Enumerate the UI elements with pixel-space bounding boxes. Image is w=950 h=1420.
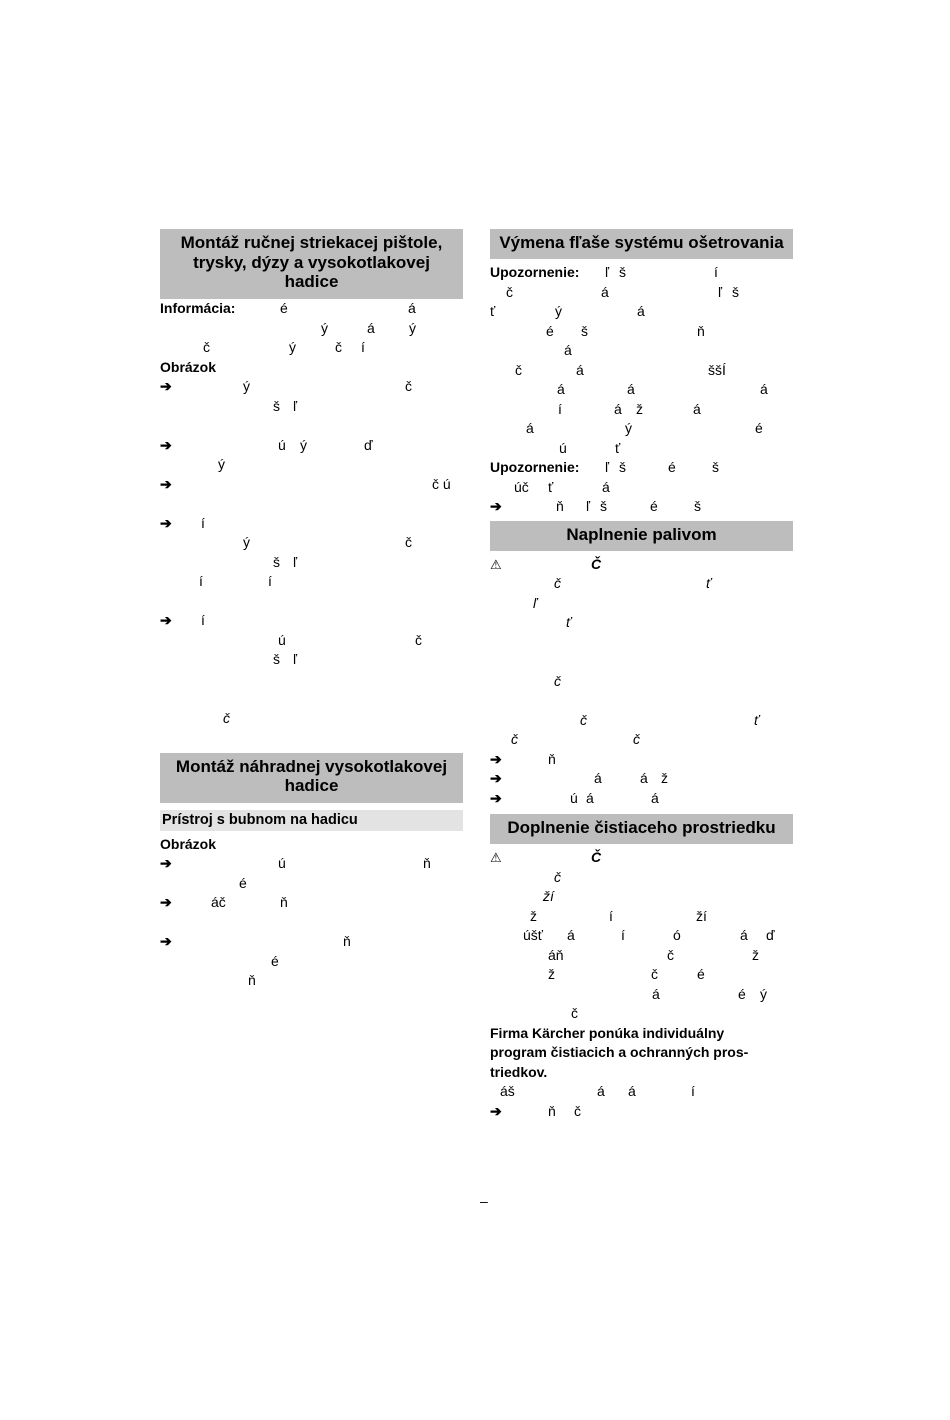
text-line: [160, 533, 463, 553]
text-line: [490, 380, 793, 400]
text-line: [490, 730, 793, 750]
text-fragment: š: [273, 553, 280, 570]
arrow-icon: ➔: [490, 750, 502, 767]
text-line: [490, 985, 793, 1005]
arrow-icon: ➔: [160, 475, 172, 492]
text-fragment: Č: [591, 849, 602, 865]
text-fragment: š: [712, 459, 719, 475]
text-fragment: ššÍ: [708, 361, 726, 378]
text-fragment: ň: [343, 933, 351, 949]
text-fragment: ó: [673, 927, 681, 943]
subsection-heading: Prístroj s bubnom na hadicu: [160, 810, 463, 831]
text-fragment: á: [637, 303, 645, 319]
text-fragment: č ú: [432, 475, 451, 492]
text-fragment: ň: [697, 322, 705, 339]
step-line: [160, 854, 463, 874]
text-fragment: č: [633, 731, 640, 747]
text-fragment: á: [576, 361, 584, 378]
text-fragment: í: [691, 1083, 695, 1099]
text-fragment: č: [651, 966, 658, 982]
section-heading-care-bottle: Výmena fľaše systému ošetrovania: [490, 229, 793, 259]
step-line: [160, 514, 463, 534]
step-line: [160, 475, 463, 495]
text-fragment: š: [273, 397, 280, 414]
text-line: [160, 572, 463, 592]
text-fragment: ľ: [293, 553, 298, 570]
arrow-icon: ➔: [160, 436, 172, 453]
text-fragment: č: [415, 631, 422, 648]
text-line: [160, 650, 463, 670]
text-fragment: š: [619, 264, 626, 280]
step-line: [490, 1102, 793, 1122]
text-fragment: ľ: [293, 651, 298, 667]
text-line: [490, 263, 793, 283]
text-fragment: ý: [625, 420, 632, 436]
text-fragment: č: [667, 946, 674, 963]
text-fragment: áč: [211, 894, 226, 910]
firma-text-3: triedkov.: [490, 1063, 548, 1080]
text-line: [490, 361, 793, 381]
text-fragment: í: [558, 400, 562, 417]
text-line: [490, 711, 793, 731]
text-fragment: é: [738, 985, 746, 1002]
arrow-icon: ➔: [160, 894, 172, 910]
step-line: [490, 789, 793, 809]
left-column: [160, 229, 463, 991]
text-line: [490, 594, 793, 614]
text-fragment: áš: [500, 1083, 515, 1099]
text-line: [490, 478, 793, 498]
warning-icon: ⚠: [490, 850, 502, 865]
text-fragment: ý: [243, 534, 250, 550]
text-fragment: ľ: [605, 459, 610, 475]
step-line: [160, 932, 463, 952]
text-fragment: ň: [556, 498, 564, 514]
text-fragment: ť: [615, 439, 621, 456]
text-fragment: ť: [754, 711, 759, 728]
text-fragment: í: [609, 907, 613, 924]
note-label: Upozornenie:: [490, 264, 580, 280]
text-line: [160, 358, 463, 378]
text-fragment: č: [405, 378, 412, 394]
arrow-icon: ➔: [160, 514, 172, 531]
text-fragment: é: [697, 966, 705, 982]
firma-text-2: program čistiacich a ochranných pros-: [490, 1044, 749, 1060]
text-fragment: á: [740, 927, 748, 943]
text-fragment: ý: [555, 303, 562, 319]
text-fragment: é: [239, 874, 247, 891]
text-fragment: á: [760, 381, 768, 397]
text-fragment: á: [640, 770, 648, 786]
text-fragment: í: [199, 573, 203, 589]
text-fragment: ý: [289, 339, 296, 355]
arrow-icon: ➔: [490, 770, 502, 786]
text-line: [490, 946, 793, 966]
text-fragment: ň: [548, 1102, 556, 1119]
text-line: [490, 322, 793, 342]
text-fragment: ý: [321, 319, 328, 336]
text-fragment: á: [597, 1083, 605, 1099]
text-fragment: ý: [409, 319, 416, 336]
warning-line: [490, 848, 793, 868]
text-fragment: í: [201, 612, 205, 628]
text-fragment: ľ: [605, 264, 610, 280]
text-fragment: ú: [559, 439, 567, 456]
warning-line: [490, 555, 793, 575]
text-fragment: č: [571, 1005, 578, 1021]
text-fragment: á: [526, 420, 534, 436]
text-fragment: ž: [752, 946, 759, 963]
text-fragment: á: [408, 300, 416, 316]
text-line: [490, 907, 793, 927]
text-fragment: á: [614, 400, 622, 417]
text-fragment: á: [602, 478, 610, 495]
arrow-icon: ➔: [160, 378, 172, 394]
text-fragment: č: [554, 672, 561, 689]
text-fragment: č: [554, 868, 561, 885]
step-line: [160, 377, 463, 397]
figure-label: Obrázok: [160, 835, 217, 852]
text-fragment: ý: [760, 985, 767, 1002]
step-line: [490, 750, 793, 770]
text-fragment: á: [628, 1083, 636, 1099]
text-line: [160, 319, 463, 339]
text-fragment: ň: [280, 894, 288, 910]
text-fragment: š: [581, 322, 588, 339]
text-fragment: š: [600, 498, 607, 514]
step-line: [160, 436, 463, 456]
text-fragment: é: [755, 420, 763, 436]
text-line: [490, 574, 793, 594]
text-fragment: í: [201, 514, 205, 531]
text-fragment: á: [586, 789, 594, 806]
text-line: [160, 971, 463, 991]
text-fragment: é: [650, 498, 658, 514]
text-fragment: á: [693, 400, 701, 417]
step-line: [160, 893, 463, 913]
page-number: –: [480, 1193, 488, 1209]
warning-icon: ⚠: [490, 556, 502, 572]
text-line: [160, 338, 463, 358]
text-line: [490, 887, 793, 907]
text-fragment: ň: [548, 750, 556, 767]
text-fragment: č: [203, 339, 210, 355]
text-fragment: ú: [278, 631, 286, 648]
step-line: [490, 497, 793, 517]
text-fragment: č: [580, 711, 587, 728]
text-line: [490, 926, 793, 946]
text-line: [490, 302, 793, 322]
text-fragment: č: [335, 339, 342, 355]
text-fragment: ž: [661, 770, 668, 786]
text-fragment: č: [506, 283, 513, 300]
text-fragment: á: [627, 381, 635, 397]
text-line: [490, 672, 793, 692]
text-line: [490, 439, 793, 459]
arrow-icon: ➔: [490, 1102, 502, 1119]
text-line: [490, 1024, 793, 1044]
text-fragment: ť: [490, 303, 496, 319]
text-line: [490, 341, 793, 361]
text-fragment: ď: [364, 436, 373, 453]
text-fragment: ú: [278, 855, 286, 871]
text-fragment: š: [732, 283, 739, 300]
text-fragment: č: [574, 1102, 581, 1119]
text-line: [490, 458, 793, 478]
section-heading-replace-hose: Montáž náhradnej vysokotlakovej hadice: [160, 753, 463, 803]
text-fragment: š: [619, 459, 626, 475]
text-fragment: í: [361, 339, 365, 355]
text-line: [490, 1063, 793, 1083]
text-fragment: á: [567, 927, 575, 943]
text-fragment: úč: [514, 478, 529, 495]
arrow-icon: ➔: [490, 498, 502, 514]
step-line: [160, 611, 463, 631]
text-fragment: í: [714, 264, 718, 280]
text-line: [490, 283, 793, 303]
text-fragment: é: [546, 322, 554, 339]
text-line: [490, 965, 793, 985]
text-line: [160, 709, 463, 729]
text-fragment: á: [594, 770, 602, 786]
text-fragment: ť: [548, 478, 554, 495]
text-fragment: ž: [548, 966, 555, 982]
text-line: [490, 1043, 793, 1063]
text-fragment: č: [511, 731, 518, 747]
arrow-icon: ➔: [160, 855, 172, 871]
text-line: [160, 397, 463, 417]
arrow-icon: ➔: [160, 933, 172, 949]
text-line: [160, 952, 463, 972]
text-fragment: ý: [300, 436, 307, 453]
text-fragment: ží: [696, 907, 707, 924]
text-fragment: ľ: [586, 498, 591, 514]
info-label: Informácia:: [160, 300, 236, 316]
text-fragment: č: [515, 361, 522, 378]
text-fragment: é: [668, 459, 676, 475]
text-line: [160, 835, 463, 855]
text-fragment: č: [223, 709, 230, 726]
text-line: [160, 631, 463, 651]
text-fragment: š: [694, 498, 701, 514]
text-fragment: ľ: [533, 594, 537, 611]
text-line: [160, 299, 463, 319]
text-fragment: ň: [248, 972, 256, 988]
text-line: [490, 419, 793, 439]
text-fragment: á: [601, 283, 609, 300]
text-fragment: č: [554, 575, 561, 591]
text-fragment: ľ: [293, 397, 298, 414]
text-fragment: á: [652, 985, 660, 1002]
text-fragment: é: [280, 300, 288, 316]
text-fragment: ý: [218, 456, 225, 472]
text-line: [490, 1004, 793, 1024]
text-fragment: é: [271, 952, 279, 969]
text-line: [160, 874, 463, 894]
text-fragment: á: [564, 342, 572, 358]
text-fragment: í: [268, 573, 272, 589]
text-fragment: ť: [706, 575, 711, 591]
text-fragment: Č: [591, 555, 602, 572]
text-line: [490, 1082, 793, 1102]
text-fragment: ý: [243, 378, 250, 394]
text-fragment: ť: [566, 614, 571, 630]
note-label: Upozornenie:: [490, 459, 580, 475]
text-fragment: áň: [548, 946, 564, 963]
text-fragment: í: [621, 927, 625, 943]
text-fragment: ď: [766, 927, 775, 943]
figure-label: Obrázok: [160, 358, 217, 375]
text-fragment: ú: [570, 789, 578, 806]
text-fragment: ž: [636, 400, 643, 417]
text-line: [160, 553, 463, 573]
text-fragment: á: [367, 319, 375, 336]
firma-text-1: Firma Kärcher ponúka individuálny: [490, 1024, 725, 1041]
text-fragment: ží: [543, 888, 554, 904]
text-line: [490, 613, 793, 633]
text-fragment: á: [557, 381, 565, 397]
text-fragment: č: [405, 534, 412, 550]
text-fragment: ň: [423, 855, 431, 871]
section-heading-fuel: Naplnenie palivom: [490, 521, 793, 551]
text-fragment: úšť: [523, 927, 544, 943]
text-line: [490, 400, 793, 420]
section-heading-detergent: Doplnenie čistiaceho prostriedku: [490, 814, 793, 844]
arrow-icon: ➔: [160, 612, 172, 628]
arrow-icon: ➔: [490, 789, 502, 806]
text-fragment: ž: [530, 907, 537, 924]
text-line: [490, 868, 793, 888]
right-column: [490, 229, 793, 1121]
text-line: [160, 455, 463, 475]
text-fragment: š: [273, 651, 280, 667]
section-heading-mount-gun: Montáž ručnej striekacej pištole, trysky, dýzy a vysokotlakovej hadice: [160, 229, 463, 299]
text-fragment: ú: [278, 436, 286, 453]
text-fragment: ľ: [718, 283, 723, 300]
step-line: [490, 769, 793, 789]
text-fragment: á: [651, 789, 659, 806]
